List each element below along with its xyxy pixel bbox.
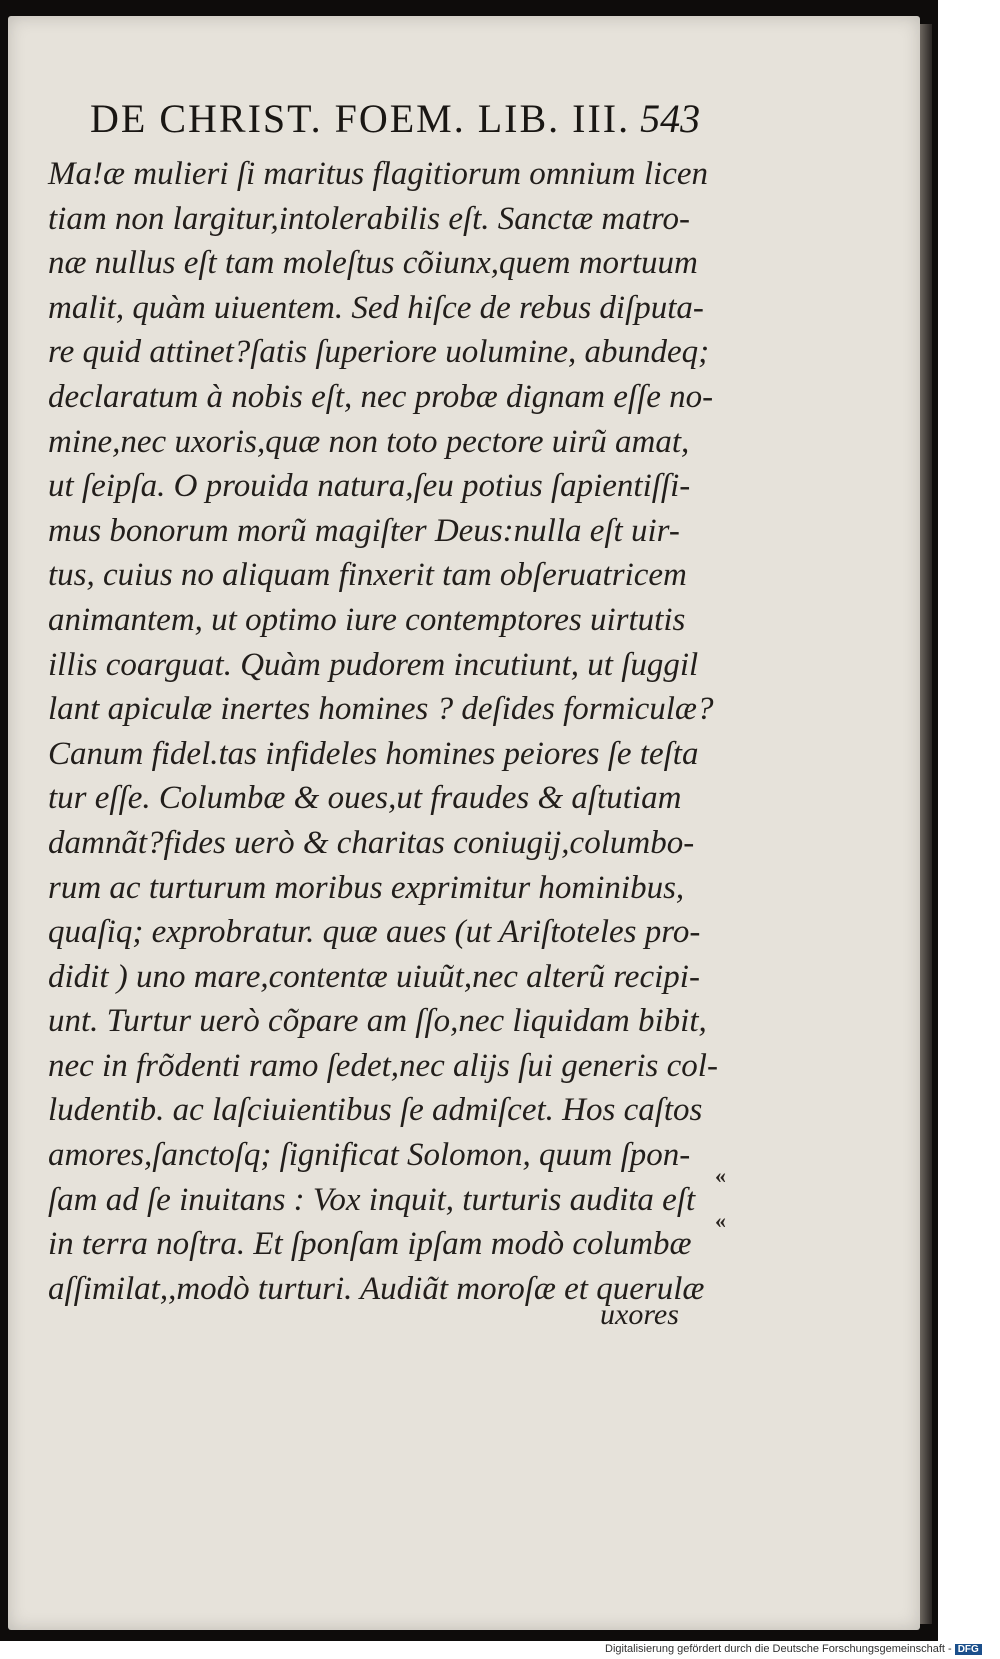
text-line: malit, quàm uiuentem. Sed hiſce de rebus diſputa- [48,289,704,326]
marginal-quote-mark: « [715,1163,726,1188]
text-line: mine,nec uxoris,quæ non toto pectore uirũ amat, [48,423,690,460]
text-line: tiam non largitur,intolerabilis eſt. Sanctæ matro- [48,200,690,237]
credit-text: Digitalisierung gefördert durch die Deutsche Forschungsgemeinschaft - [605,1643,952,1655]
page-number: 543 [640,96,701,141]
text-line: amores,ſanctoſq; ſignificat Solomon, quum ſpon- [48,1137,691,1174]
text-line: quaſiq; exprobratur. quæ aues (ut Ariſtoteles pro- [48,914,701,951]
digitization-credit [605,1643,982,1657]
text-line: mus bonorum morũ magiſter Deus:nulla eſt uir- [48,512,680,549]
text-line: nec in frõdenti ramo ſedet,nec alijs ſui generis col- [48,1047,718,1084]
dfg-logo: DFG [955,1644,982,1655]
body-text [48,152,738,1311]
catchword: uxores [600,1298,679,1331]
text-line: didit ) uno mare,contentæ uiuũt,nec alterũ recipi- [48,958,700,995]
text-line: in terra noſtra. Et ſponſam ipſam modò columbæ [48,1226,692,1263]
text-line: lant apiculæ inertes homines ? deſides formiculæ? [48,691,714,728]
text-line: Ma!æ mulieri ſi maritus flagitiorum omnium licen [48,156,708,192]
text-line: aſſimilat,,modò turturi. Audiãt moroſæ et querulæ [48,1270,705,1307]
text-line: ut ſeipſa. O prouida natura,ſeu potius ſapientiſſi- [48,468,691,505]
text-line: ſam ad ſe inuitans : Vox inquit, turturis audita eſt [48,1181,696,1218]
text-line: rum ac turturum moribus exprimitur hominibus, [48,869,685,906]
text-line: tus, cuius no aliquam finxerit tam obſeruatricem [48,557,687,594]
marginal-quote-mark: « [715,1208,726,1233]
text-line: damnãt?fides uerò & charitas coniugij,columbo- [48,824,695,861]
text-line: re quid attinet?ſatis ſuperiore uolumine, abundeq; [48,334,710,371]
text-line: illis coarguat. Quàm pudorem incutiunt, ut ſuggil [48,646,699,683]
running-head-title: DE CHRIST. FOEM. LIB. III. [90,96,631,141]
text-line: næ nullus eſt tam moleſtus cõiunx,quem mortuum [48,245,698,282]
text-line: ludentib. ac laſciuientibus ſe admiſcet. Hos caſtos [48,1092,703,1129]
text-line: Canum fidel.tas infideles homines peiores ſe teſta [48,735,699,772]
text-line: declaratum à nobis eſt, nec probæ dignam eſſe no- [48,378,714,415]
text-line: tur eſſe. Columbæ & oues,ut fraudes & aſtutiam [48,780,682,817]
running-head [90,95,730,142]
text-line: unt. Turtur uerò cõpare am ſſo,nec liquidam bibit, [48,1003,707,1040]
page-edge-shadow [920,24,932,1624]
text-line: animantem, ut optimo iure contemptores uirtutis [48,601,686,638]
